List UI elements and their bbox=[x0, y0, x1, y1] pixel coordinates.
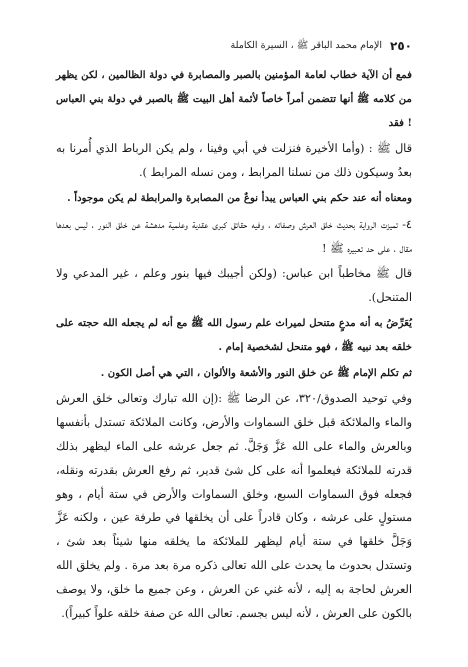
page-number: ٢٥٠ bbox=[390, 39, 412, 53]
page-header bbox=[56, 38, 412, 54]
paragraph-light-creation: ثم تكلم الإمام ﷺ عن خلق النور والأشعة والألوان ، التي هي أصل الكون . bbox=[100, 366, 412, 379]
running-title: الإمام محمد الباقر ﷺ ، السيرة الكاملة bbox=[230, 40, 383, 51]
paragraph-point-4: ٤- تميزت الرواية بحديث خلق العرش وصفاته ، وفيه حقائق كبرى عقدية وعلمية مدهشة عن خلق النور ، ليس بعدها مقال ، على حد تعبيره ﷺ ! bbox=[56, 217, 412, 255]
paragraph-verse-commentary: فمع أن الآية خطاب لعامة المؤمنين بالصبر والمصابرة في دولة الظالمين ، لكن يظهر من كلامه ﷺ أنها تتضمن أمراً خاصاً لأئمة أهل البيت ﷺ بالصبر في دولة بني العباس ! فقد bbox=[56, 69, 412, 129]
paragraph-quote-ibn-abbas: قال ﷺ مخاطباً ابن عباس: (ولكن أجيبك فيها بنور وعلم ، غير المدعي ولا المتنحل). bbox=[56, 267, 412, 305]
paragraph-quote-ribat: قال ﷺ : (وأما الأخيرة فنزلت في أبي وفينا ، ولم يكن الرباط الذي أُمرنا به بعدُ وسيكون ذلك من نسلنا المرابط ، ومن نسله المرابط ). bbox=[56, 142, 412, 180]
body-text bbox=[56, 64, 412, 627]
paragraph-meaning: ومعناه أنه عند حكم بني العباس يبدأ نوعٌ من المصابرة والمرابطة لم يكن موجوداً . bbox=[67, 191, 412, 204]
paragraph-tawhid-quote: وفي توحيد الصدوق/٣٢٠، عن الرضا ﷺ :(إن الله تبارك وتعالى خلق العرش والماء والملائكة قبل خلق السماوات والأرض، وكانت الملائكة تستدل بأنفسها وبالعرش والماء على الله عَزَّ وَجَلَّ. ثم جعل عرشه على الماء ليظهر بذلك قدرته للملائكة فيعلموا أنه على كل شئ قدير، ثم رفع العرش بقدرته ونقله، فجعله فوق السماوات السبع، وخلق السماوات والأرض في ستة أيام ، وهو مستولٍ على عرشه ، وكان قادراً على أن يخلقها في طرفة عين ، ولكنه عَزَّ وَجَلَّ خلقها في ستة أيام ليظهر للملائكة ما يخلقه منها شيئاً بعد شئ ، وتستدل بحدوث ما يحدث على الله تعالى ذكره مرة بعد مرة . ولم يخلق الله العرش لحاجة به إليه ، لأنه غني عن العرش ، وعن جميع ما خلق، ولا يوصف بالكون على العرش ، لأنه ليس بجسم. تعالى الله عن صفة خلقه علواً كبيراً). bbox=[56, 392, 412, 620]
paragraph-allusion: يُعَرِّضُ به أنه مدعٍ متنحل لميراث علم رسول الله ﷺ مع أنه لم يجعله الله حجته على خلقه بعد نبيه ﷺ ، فهو متنحل لشخصية إمام . bbox=[56, 316, 412, 353]
